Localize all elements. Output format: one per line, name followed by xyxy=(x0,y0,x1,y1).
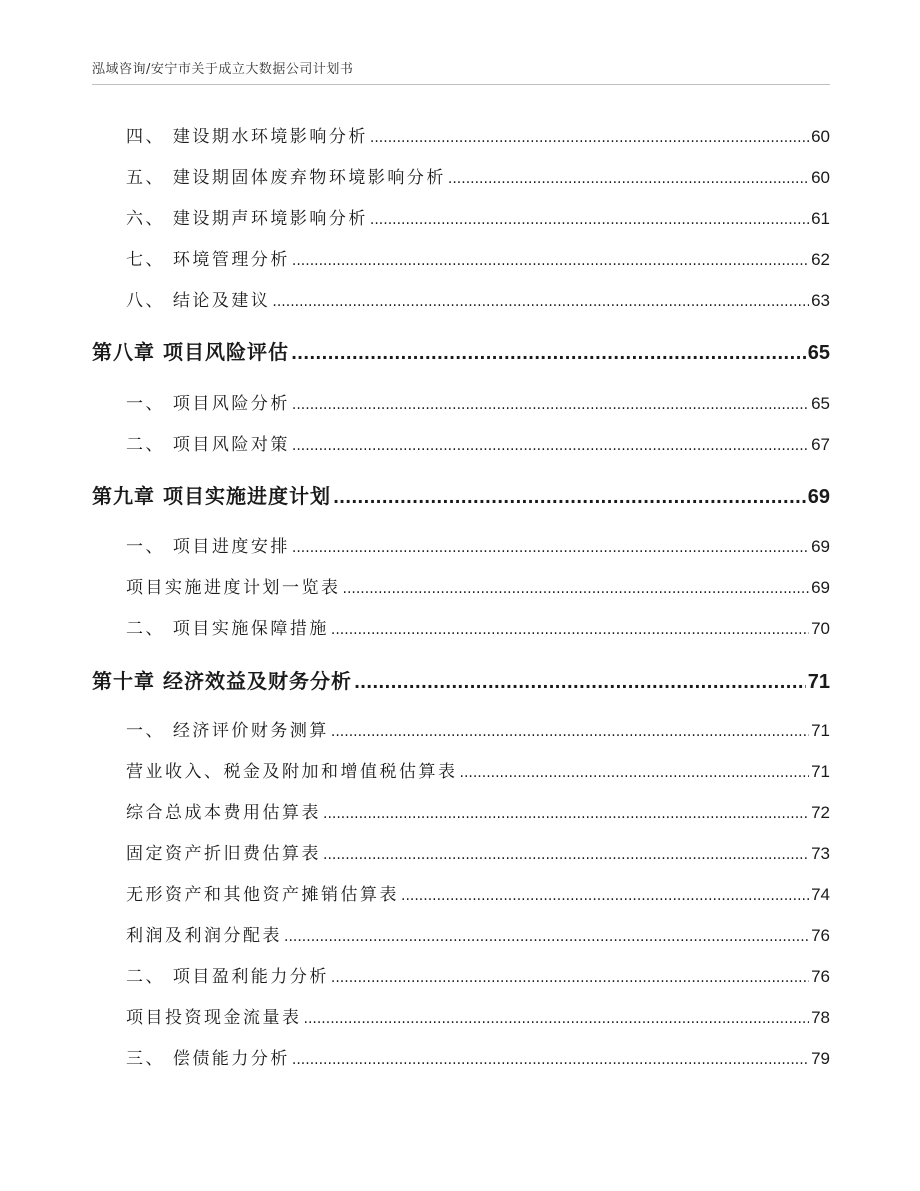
toc-chapter-title: 第八章 项目风险评估 xyxy=(92,340,289,364)
toc-leader-dots xyxy=(292,540,809,556)
toc-entry-title: 固定资产折旧费估算表 xyxy=(126,844,321,864)
page-header: 泓域咨询/安宁市关于成立大数据公司计划书 xyxy=(92,62,354,77)
toc-entry-title: 八、 结论及建议 xyxy=(126,291,271,311)
toc-entry[interactable] xyxy=(126,962,830,987)
toc-chapter-entry[interactable] xyxy=(92,336,830,365)
toc-entry[interactable] xyxy=(126,430,830,455)
toc-entry[interactable] xyxy=(126,1003,830,1028)
toc-entry-page: 69 xyxy=(811,578,830,597)
toc-chapter-title: 第十章 经济效益及财务分析 xyxy=(92,669,352,693)
toc-entry[interactable] xyxy=(126,880,830,905)
toc-entry[interactable] xyxy=(126,614,830,639)
toc-chapter-title: 第九章 项目实施进度计划 xyxy=(92,484,331,508)
toc-entry[interactable] xyxy=(126,1044,830,1069)
toc-entry-page: 60 xyxy=(811,168,830,187)
toc-entry-page: 78 xyxy=(811,1008,830,1027)
toc-entry-page: 72 xyxy=(811,803,830,822)
toc-entry[interactable] xyxy=(126,757,830,782)
toc-entry-title: 七、 环境管理分析 xyxy=(126,250,290,270)
header-divider xyxy=(92,84,830,85)
toc-leader-dots xyxy=(304,1011,810,1027)
toc-entry[interactable] xyxy=(126,798,830,823)
toc-chapter-page: 65 xyxy=(807,342,830,364)
toc-leader-dots xyxy=(292,438,809,454)
toc-entry-page: 74 xyxy=(811,885,830,904)
toc-entry-page: 71 xyxy=(811,762,830,781)
toc-entry-page: 61 xyxy=(811,209,830,228)
toc-leader-dots xyxy=(292,397,809,413)
toc-leader-dots xyxy=(272,294,809,310)
toc-entry-page: 63 xyxy=(811,291,830,310)
toc-entry-title: 一、 经济评价财务测算 xyxy=(126,721,329,741)
toc-entry-page: 73 xyxy=(811,844,830,863)
toc-entry-page: 67 xyxy=(811,435,830,454)
toc-entry-title: 二、 项目风险对策 xyxy=(126,435,290,455)
toc-entry-title: 项目投资现金流量表 xyxy=(126,1008,302,1028)
toc-chapter-page: 71 xyxy=(807,671,830,693)
toc-entry-page: 76 xyxy=(811,926,830,945)
toc-leader-dots xyxy=(291,344,806,363)
toc-entry-page: 69 xyxy=(811,537,830,556)
toc-leader-dots xyxy=(333,488,806,507)
toc-leader-dots xyxy=(354,673,806,692)
toc-entry[interactable] xyxy=(126,389,830,414)
toc-entry[interactable] xyxy=(126,122,830,147)
toc-entry-title: 五、 建设期固体废弃物环境影响分析 xyxy=(126,168,446,188)
toc-entry-title: 一、 项目进度安排 xyxy=(126,537,290,557)
toc-entry[interactable] xyxy=(126,921,830,946)
toc-leader-dots xyxy=(460,765,810,781)
toc-leader-dots xyxy=(331,724,809,740)
toc-leader-dots xyxy=(448,171,809,187)
toc-entry-title: 二、 项目盈利能力分析 xyxy=(126,967,329,987)
toc-leader-dots xyxy=(292,1052,809,1068)
toc-leader-dots xyxy=(331,970,809,986)
toc-entry-page: 62 xyxy=(811,250,830,269)
toc-chapter-page: 69 xyxy=(807,486,830,508)
toc-leader-dots xyxy=(343,581,810,597)
toc-entry-page: 60 xyxy=(811,127,830,146)
toc-entry-title: 三、 偿债能力分析 xyxy=(126,1049,290,1069)
toc-entry-page: 76 xyxy=(811,967,830,986)
toc-entry-title: 无形资产和其他资产摊销估算表 xyxy=(126,885,399,905)
toc-entry[interactable] xyxy=(126,573,830,598)
toc-entry[interactable] xyxy=(126,839,830,864)
toc-entry-title: 六、 建设期声环境影响分析 xyxy=(126,209,368,229)
toc-entry-title: 利润及利润分配表 xyxy=(126,926,282,946)
toc-leader-dots xyxy=(292,253,809,269)
toc-chapter-entry[interactable] xyxy=(92,480,830,509)
toc-entry-page: 65 xyxy=(811,394,830,413)
toc-entry[interactable] xyxy=(126,286,830,311)
toc-entry-title: 二、 项目实施保障措施 xyxy=(126,619,329,639)
toc-entry[interactable] xyxy=(126,245,830,270)
toc-leader-dots xyxy=(323,806,809,822)
toc-entry-page: 79 xyxy=(811,1049,830,1068)
toc-entry-page: 70 xyxy=(811,619,830,638)
toc-entry[interactable] xyxy=(126,532,830,557)
toc-chapter-entry[interactable] xyxy=(92,665,830,694)
toc-leader-dots xyxy=(284,929,809,945)
toc-leader-dots xyxy=(323,847,809,863)
toc-leader-dots xyxy=(401,888,809,904)
toc-entry-title: 营业收入、税金及附加和增值税估算表 xyxy=(126,762,458,782)
toc-leader-dots xyxy=(370,212,809,228)
toc-entry[interactable] xyxy=(126,204,830,229)
toc-leader-dots xyxy=(331,622,809,638)
toc-entry-title: 综合总成本费用估算表 xyxy=(126,803,321,823)
toc-leader-dots xyxy=(370,130,809,146)
toc-entry-title: 一、 项目风险分析 xyxy=(126,394,290,414)
toc-entry-title: 项目实施进度计划一览表 xyxy=(126,578,341,598)
toc-entry-page: 71 xyxy=(811,721,830,740)
toc-entry-title: 四、 建设期水环境影响分析 xyxy=(126,127,368,147)
toc-entry[interactable] xyxy=(126,716,830,741)
toc-entry[interactable] xyxy=(126,163,830,188)
